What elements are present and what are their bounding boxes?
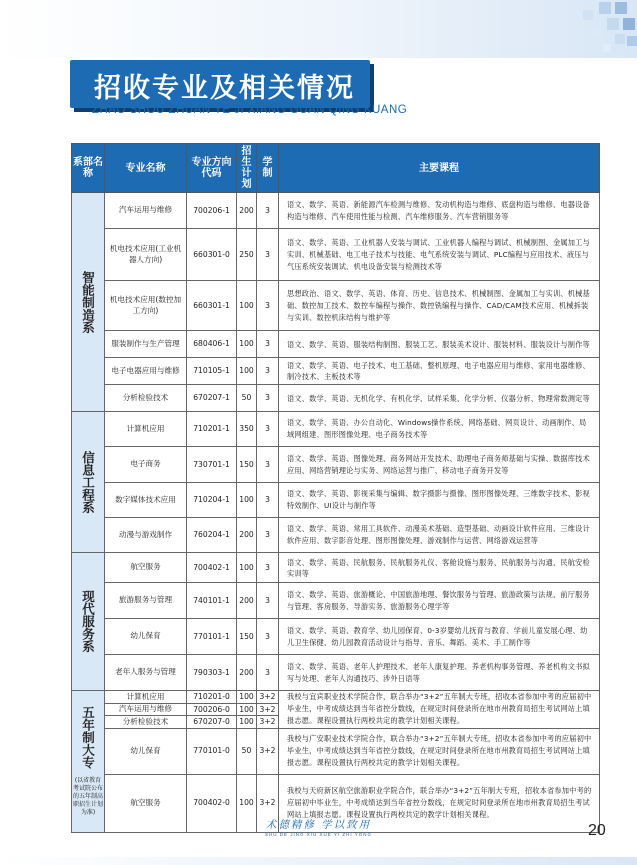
majors-table-wrapper (71, 143, 599, 833)
code-cell: 710201-1 (187, 412, 237, 447)
plan-cell: 50 (237, 385, 257, 412)
table-row (72, 619, 600, 655)
header-major: 专业名称 (105, 144, 187, 193)
major-cell: 航空服务 (105, 553, 187, 583)
years-cell: 3+2 (257, 728, 279, 774)
years-cell: 3 (257, 331, 279, 358)
code-cell: 710201-0 (187, 691, 237, 704)
header-dept: 系部名称 (72, 144, 105, 193)
major-cell: 电子商务 (105, 447, 187, 483)
years-cell: 3 (257, 518, 279, 553)
header-courses: 主要课程 (279, 144, 600, 193)
courses-cell: 语文、数学、英语、办公自动化、Windows操作系统、网络基础、网页设计、动画制作、局域网组建、图形图像处理、电子商务技术等 (279, 412, 600, 447)
code-cell: 730701-1 (187, 447, 237, 483)
table-row (72, 691, 600, 704)
dept-cell: 信息工程系 (72, 412, 105, 553)
dept-cell: 现代服务系 (72, 553, 105, 691)
title-block (70, 60, 590, 128)
years-cell: 3 (257, 483, 279, 518)
code-cell: 660301-0 (187, 229, 237, 281)
table-row (72, 553, 600, 583)
table-row (72, 412, 600, 447)
years-cell: 3 (257, 281, 279, 331)
years-cell: 3 (257, 447, 279, 483)
code-cell: 700402-1 (187, 553, 237, 583)
years-cell: 3 (257, 412, 279, 447)
code-cell: 700206-0 (187, 703, 237, 716)
header-code: 专业方向代码 (187, 144, 237, 193)
courses-cell: 思想政治、语文、数学、英语、体育、历史、信息技术、机械制图、金属加工与实训、机械基础、数控加工技术、数控车编程与操作、数控铣编程与操作、CAD/CAM技术应用、机械拆装与实训、数控机床结构与维护等 (279, 281, 600, 331)
courses-cell: 我校与宜宾职业技术学院合作，联合举办“3+2”五年制大专班，招收本省参加中考的应届初中毕业生，中考成绩达到当年省控分数线，在规定时间登录所在地市州教育局招生考试网站上填报志愿。课程设置执行两校共定的教学计划相关课程。 (279, 691, 600, 729)
major-cell: 机电技术应用(数控加工方向) (105, 281, 187, 331)
major-cell: 电子电器应用与维修 (105, 358, 187, 385)
years-cell: 3+2 (257, 691, 279, 704)
code-cell: 770101-0 (187, 728, 237, 774)
major-cell: 幼儿保育 (105, 728, 187, 774)
courses-cell: 语文、数学、英语、图像处理、商务网站开发技术、助理电子商务师基础与实操、数据库技术应用、网络营销理论与实务、网络运营与推广、移动电子商务开发等 (279, 447, 600, 483)
years-cell: 3+2 (257, 774, 279, 832)
code-cell: 740101-1 (187, 583, 237, 619)
major-cell: 数字媒体技术应用 (105, 483, 187, 518)
table-row (72, 193, 600, 229)
years-cell: 3+2 (257, 716, 279, 729)
years-cell: 3 (257, 553, 279, 583)
code-cell: 710204-1 (187, 483, 237, 518)
major-cell: 机电技术应用(工业机器人方向) (105, 229, 187, 281)
major-cell: 航空服务 (105, 774, 187, 832)
table-row (72, 385, 600, 412)
plan-cell: 100 (237, 703, 257, 716)
plan-cell: 200 (237, 655, 257, 691)
plan-cell: 350 (237, 412, 257, 447)
years-cell: 3 (257, 193, 279, 229)
plan-cell: 100 (237, 358, 257, 385)
table-row (72, 655, 600, 691)
footer-motto-pinyin: SHU DE JING XIU XUE YI ZHI YONG (264, 832, 373, 837)
plan-cell: 100 (237, 281, 257, 331)
code-cell: 790303-1 (187, 655, 237, 691)
plan-cell: 100 (237, 716, 257, 729)
plan-cell: 200 (237, 583, 257, 619)
plan-cell: 100 (237, 691, 257, 704)
courses-cell: 语文、数学、英语、电子技术、电工基础、整机原理、电子电器应用与维修、家用电器维修、制冷技术、主板技术等 (279, 358, 600, 385)
dept-cell: 智能制造系 (72, 193, 105, 412)
majors-table (71, 143, 600, 833)
code-cell: 760204-1 (187, 518, 237, 553)
plan-cell: 50 (237, 728, 257, 774)
years-cell: 3 (257, 655, 279, 691)
code-cell: 700206-1 (187, 193, 237, 229)
major-cell: 服装制作与生产管理 (105, 331, 187, 358)
code-cell: 670207-1 (187, 385, 237, 412)
plan-cell: 100 (237, 774, 257, 832)
plan-cell: 200 (237, 193, 257, 229)
years-cell: 3 (257, 358, 279, 385)
years-cell: 3 (257, 619, 279, 655)
major-cell: 分析检验技术 (105, 716, 187, 729)
table-row (72, 358, 600, 385)
table-header-row (72, 144, 600, 193)
page-subtitle: ZHAO SHOU ZHUAN YE JI XIANG GUAN QING KUANG (92, 104, 408, 116)
plan-cell: 200 (237, 518, 257, 553)
courses-cell: 语文、数学、英语、老年人护理技术、老年人康复护理、养老机构事务管理、养老机构文书拟写与处理、老年人沟通技巧、涉外日语等 (279, 655, 600, 691)
major-cell: 汽车运用与维修 (105, 193, 187, 229)
major-cell: 分析检验技术 (105, 385, 187, 412)
dept-cell (72, 691, 105, 833)
courses-cell: 语文、数学、英语、服装结构制图、服装工艺、服装美术设计、服装材料、服装设计与制作等 (279, 331, 600, 358)
dept-note: (以省教育考试院公布的五年制高职招生计划为准) (72, 776, 103, 816)
header-years: 学制 (257, 144, 279, 193)
courses-cell: 我校与天府新区航空旅游职业学院合作，联合举办“3+2”五年制大专班，招收本省参加中考的应届初中毕业生，中考成绩达到当年省控分数线，在规定时间登录所在地市州教育局招生考试网站上填报志愿。课程设置执行两校共定的教学计划相关课程。 (279, 774, 600, 832)
table-row (72, 483, 600, 518)
major-cell: 计算机应用 (105, 412, 187, 447)
courses-cell: 语文、数学、英语、旅游概论、中国旅游地理、餐饮服务与管理、旅游政策与法规、前厅服务与管理、客房服务、导游实务、旅游服务心理学等 (279, 583, 600, 619)
plan-cell: 100 (237, 483, 257, 518)
courses-cell: 语文、数学、英语、新能源汽车检测与维修、发动机构造与维修、底盘构造与维修、电器设备构造与维修、汽车使用性能与检测、汽车维修服务、汽车营销服务等 (279, 193, 600, 229)
major-cell: 动漫与游戏制作 (105, 518, 187, 553)
table-row (72, 281, 600, 331)
courses-cell: 我校与广安职业技术学院合作，联合举办“3+2”五年制大专班，招收本省参加中考的应届初中毕业生，中考成绩达到当年省控分数线，在规定时间登录所在地市州教育局招生考试网站上填报志愿。课程设置执行两校共定的教学计划相关课程。 (279, 728, 600, 774)
footer-motto: 术德精修 学以致用 (265, 819, 372, 831)
major-cell: 老年人服务与管理 (105, 655, 187, 691)
courses-cell: 语文、数学、英语、常用工具软件、动漫美术基础、造型基础、动画设计软件应用、三维设计软件应用、数字影音处理、图形图像处理、游戏制作与运营、网络游戏运营等 (279, 518, 600, 553)
table-row (72, 447, 600, 483)
page-number: 20 (588, 822, 606, 839)
courses-cell: 语文、数学、英语、影视采集与编辑、数字摄影与摄像、图形图像处理、三维数字技术、影视特效制作、UI设计与制作等 (279, 483, 600, 518)
major-cell: 汽车运用与维修 (105, 703, 187, 716)
table-row (72, 583, 600, 619)
courses-cell: 语文、数学、英语、无机化学、有机化学、试样采集、化学分析、仪器分析、物理常数测定等 (279, 385, 600, 412)
bottom-decor-bar (0, 857, 637, 865)
code-cell: 670207-0 (187, 716, 237, 729)
major-cell: 幼儿保育 (105, 619, 187, 655)
plan-cell: 150 (237, 619, 257, 655)
plan-cell: 100 (237, 331, 257, 358)
code-cell: 710105-1 (187, 358, 237, 385)
code-cell: 680406-1 (187, 331, 237, 358)
plan-cell: 250 (237, 229, 257, 281)
courses-cell: 语文、数学、英语、工业机器人安装与调试、工业机器人编程与调试、机械制图、金属加工与实训、机械基础、电工电子技术与技能、电气系统安装与调试、PLC编程与应用技术、液压与气压系统安装调试、机电设备安装与检测技术等 (279, 229, 600, 281)
page-title: 招收专业及相关情况 (94, 73, 355, 104)
years-cell: 3+2 (257, 703, 279, 716)
major-cell: 计算机应用 (105, 691, 187, 704)
table-row (72, 728, 600, 774)
code-cell: 700402-0 (187, 774, 237, 832)
major-cell: 旅游服务与管理 (105, 583, 187, 619)
header-plan: 招生计划 (237, 144, 257, 193)
code-cell: 770101-1 (187, 619, 237, 655)
table-row (72, 229, 600, 281)
plan-cell: 100 (237, 553, 257, 583)
years-cell: 3 (257, 385, 279, 412)
years-cell: 3 (257, 583, 279, 619)
table-row (72, 518, 600, 553)
courses-cell: 语文、数学、英语、民航服务、民航服务礼仪、客舱设施与服务、民航服务与沟通、民航安检实训等 (279, 553, 600, 583)
years-cell: 3 (257, 229, 279, 281)
code-cell: 660301-1 (187, 281, 237, 331)
plan-cell: 150 (237, 447, 257, 483)
table-row (72, 331, 600, 358)
dept-name: 五年制大专 (80, 706, 96, 769)
decorative-squares-icon (507, 0, 637, 60)
courses-cell: 语文、数学、英语、教育学、幼儿园保育、0-3岁婴幼儿抚育与教育、学前儿童发展心理、幼儿卫生保健、幼儿园教育活动设计与指导、音乐、舞蹈、美术、手工制作等 (279, 619, 600, 655)
